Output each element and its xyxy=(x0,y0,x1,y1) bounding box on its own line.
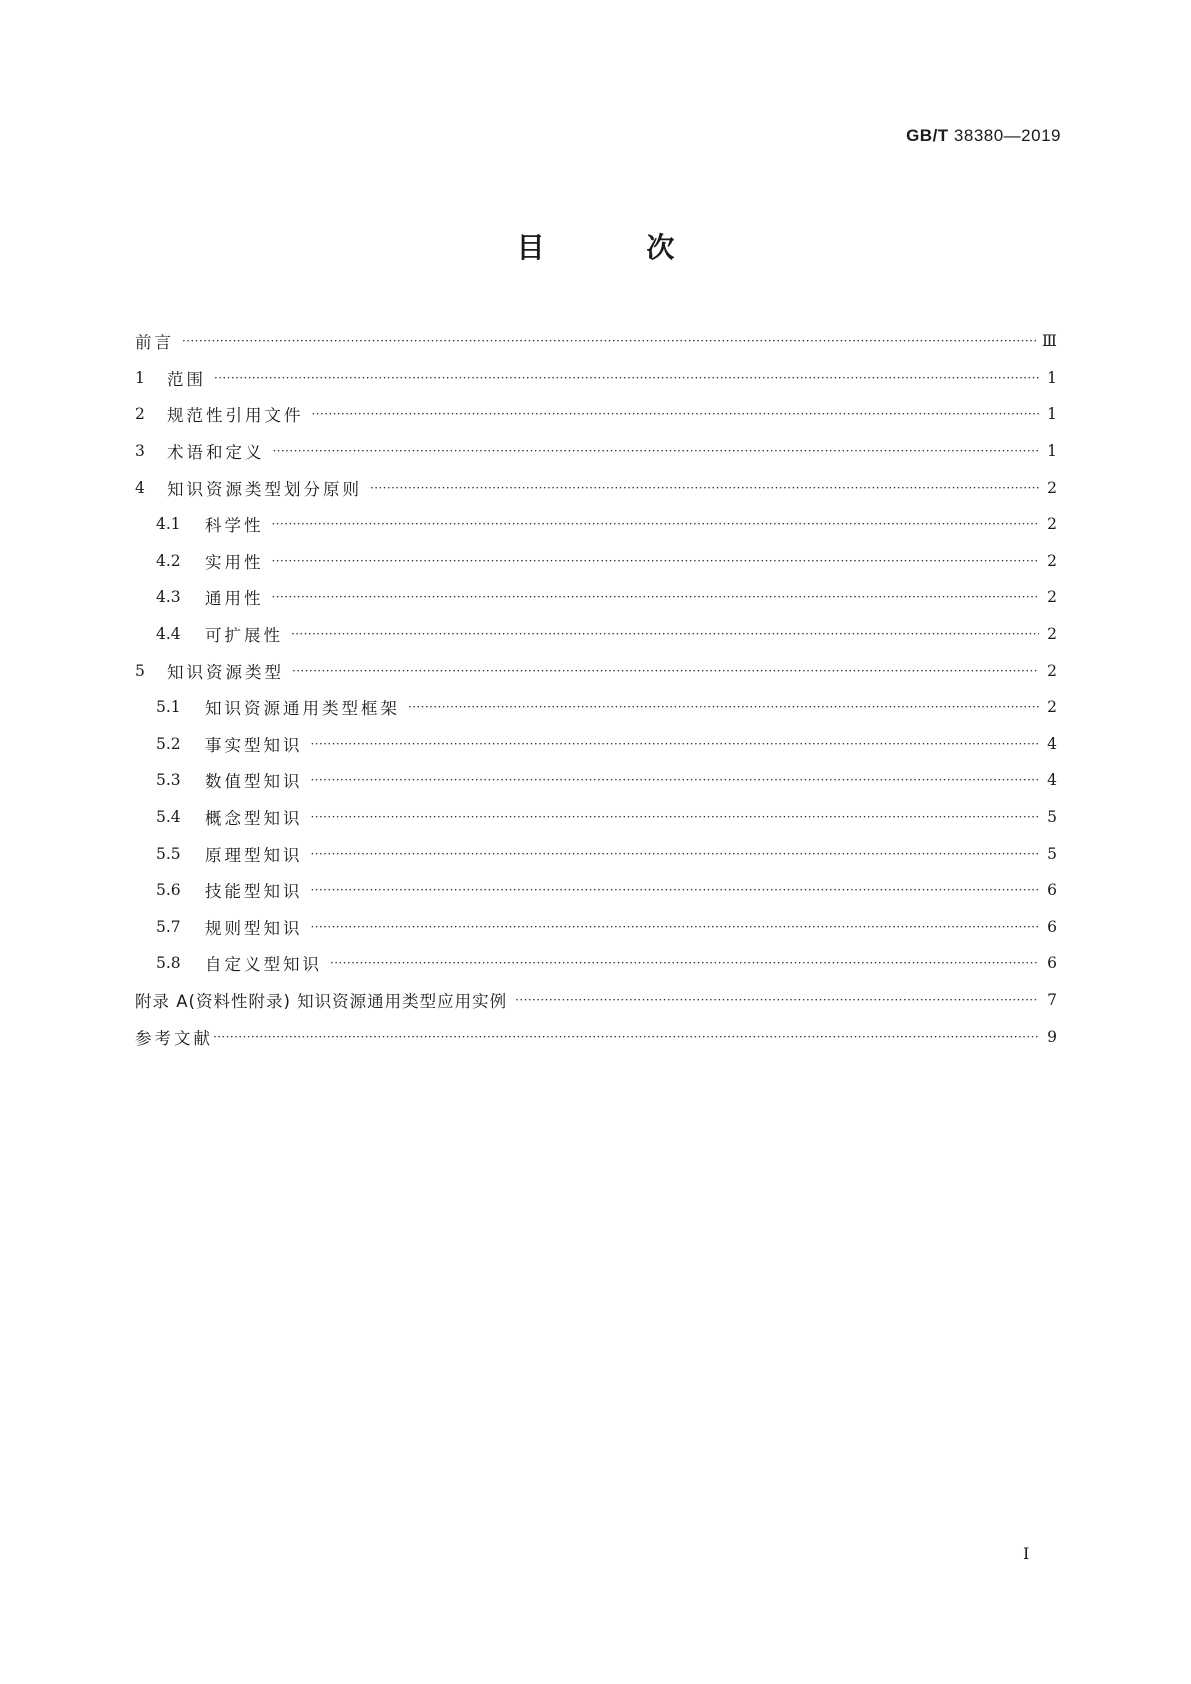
toc-entry-text: 事实型知识 xyxy=(205,735,303,755)
toc-leader-dots xyxy=(213,1030,1039,1044)
toc-entry-text: 附录 A(资料性附录) 知识资源通用类型应用实例 xyxy=(135,991,508,1011)
toc-entry-page: 2 xyxy=(1047,625,1057,644)
toc-entry-4[interactable] xyxy=(135,469,1057,506)
toc-entry-page: 1 xyxy=(1047,368,1057,387)
toc-entry-text: 规则型知识 xyxy=(205,918,303,938)
toc-entry-foreword[interactable] xyxy=(135,323,1057,360)
toc-entry-number: 4.3 xyxy=(156,588,181,607)
toc-entry-4-2[interactable] xyxy=(135,543,1057,580)
toc-leader-dots xyxy=(291,627,1039,641)
toc-entry-page: 2 xyxy=(1047,661,1057,680)
toc-entry-number: 5.4 xyxy=(156,808,181,827)
toc-leader-dots xyxy=(311,737,1040,751)
toc-leader-dots xyxy=(311,773,1040,787)
toc-entry-page: 6 xyxy=(1047,881,1057,900)
toc-entry-page: 6 xyxy=(1047,917,1057,936)
toc-entry-bibliography[interactable] xyxy=(135,1018,1057,1055)
toc-entry-page: 1 xyxy=(1047,405,1057,424)
toc-entry-text: 规范性引用文件 xyxy=(167,406,304,426)
toc-leader-dots xyxy=(214,371,1039,385)
toc-leader-dots xyxy=(273,444,1040,458)
toc-leader-dots xyxy=(272,590,1040,604)
toc-leader-dots xyxy=(370,481,1039,495)
toc-entry-3[interactable] xyxy=(135,433,1057,470)
toc-entry-text: 知识资源类型划分原则 xyxy=(167,479,362,499)
toc-leader-dots xyxy=(272,554,1040,568)
toc-entry-page: Ⅲ xyxy=(1042,332,1057,351)
toc-leader-dots xyxy=(182,334,1036,348)
toc-entry-page: 2 xyxy=(1047,698,1057,717)
toc-entry-text: 通用性 xyxy=(205,589,264,609)
toc-leader-dots xyxy=(311,883,1040,897)
table-of-contents xyxy=(135,323,1057,1055)
toc-entry-number: 4 xyxy=(135,478,145,497)
toc-entry-page: 6 xyxy=(1047,954,1057,973)
toc-entry-page: 2 xyxy=(1047,515,1057,534)
toc-entry-page: 5 xyxy=(1047,808,1057,827)
toc-entry-page: 2 xyxy=(1047,551,1057,570)
toc-entry-page: 9 xyxy=(1047,1027,1057,1046)
toc-entry-5-4[interactable] xyxy=(135,799,1057,836)
toc-entry-number: 2 xyxy=(135,405,145,424)
toc-leader-dots xyxy=(311,920,1040,934)
toc-entry-number: 5.6 xyxy=(156,881,181,900)
toc-entry-text: 数值型知识 xyxy=(205,772,303,792)
toc-entry-5-3[interactable] xyxy=(135,762,1057,799)
toc-entry-text: 前言 xyxy=(135,333,174,353)
toc-entry-text: 原理型知识 xyxy=(205,845,303,865)
toc-entry-4-3[interactable] xyxy=(135,579,1057,616)
toc-entry-5-7[interactable] xyxy=(135,909,1057,946)
toc-entry-text: 实用性 xyxy=(205,552,264,572)
toc-entry-text: 参考文献 xyxy=(135,1028,213,1048)
toc-entry-page: 1 xyxy=(1047,442,1057,461)
toc-entry-2[interactable] xyxy=(135,396,1057,433)
toc-entry-5[interactable] xyxy=(135,652,1057,689)
toc-entry-5-8[interactable] xyxy=(135,945,1057,982)
page-title: 目 次 xyxy=(516,231,721,264)
toc-entry-5-2[interactable] xyxy=(135,726,1057,763)
toc-entry-appendix-a[interactable] xyxy=(135,982,1057,1019)
toc-entry-text: 知识资源通用类型框架 xyxy=(205,699,400,719)
toc-entry-text: 概念型知识 xyxy=(205,809,303,829)
toc-entry-page: 5 xyxy=(1047,844,1057,863)
toc-entry-text: 范围 xyxy=(167,369,206,389)
toc-entry-number: 4.2 xyxy=(156,551,181,570)
toc-entry-number: 5.1 xyxy=(156,698,181,717)
toc-entry-number: 1 xyxy=(135,368,145,387)
toc-entry-text: 科学性 xyxy=(205,516,264,536)
toc-entry-number: 5.2 xyxy=(156,734,181,753)
toc-entry-number: 3 xyxy=(135,442,145,461)
toc-entry-page: 4 xyxy=(1047,734,1057,753)
toc-entry-page: 7 xyxy=(1047,990,1057,1009)
toc-entry-text: 自定义型知识 xyxy=(205,955,322,975)
toc-leader-dots xyxy=(330,956,1039,970)
toc-leader-dots xyxy=(272,517,1040,531)
toc-entry-4-4[interactable] xyxy=(135,616,1057,653)
toc-leader-dots xyxy=(311,847,1040,861)
toc-entry-4-1[interactable] xyxy=(135,506,1057,543)
page-number: I xyxy=(1023,1544,1030,1563)
toc-entry-text: 知识资源类型 xyxy=(167,662,284,682)
toc-leader-dots xyxy=(311,810,1040,824)
toc-entry-text: 术语和定义 xyxy=(167,443,265,463)
toc-entry-text: 技能型知识 xyxy=(205,882,303,902)
toc-entry-5-6[interactable] xyxy=(135,872,1057,909)
toc-entry-number: 5.8 xyxy=(156,954,181,973)
toc-entry-page: 2 xyxy=(1047,588,1057,607)
toc-entry-page: 4 xyxy=(1047,771,1057,790)
toc-entry-number: 4.4 xyxy=(156,625,181,644)
toc-entry-number: 5.5 xyxy=(156,844,181,863)
toc-leader-dots xyxy=(515,993,1039,1007)
toc-entry-1[interactable] xyxy=(135,360,1057,397)
standard-prefix: GB/T xyxy=(906,126,949,145)
toc-entry-5-5[interactable] xyxy=(135,835,1057,872)
toc-entry-5-1[interactable] xyxy=(135,689,1057,726)
toc-entry-text: 可扩展性 xyxy=(205,626,283,646)
standard-number: 38380—2019 xyxy=(953,126,1061,145)
toc-entry-number: 5.7 xyxy=(156,917,181,936)
toc-entry-number: 5 xyxy=(135,661,145,680)
toc-entry-page: 2 xyxy=(1047,478,1057,497)
toc-entry-number: 5.3 xyxy=(156,771,181,790)
toc-leader-dots xyxy=(408,700,1039,714)
toc-leader-dots xyxy=(312,407,1040,421)
standard-code xyxy=(906,126,1061,146)
toc-entry-number: 4.1 xyxy=(156,515,181,534)
toc-leader-dots xyxy=(292,664,1039,678)
